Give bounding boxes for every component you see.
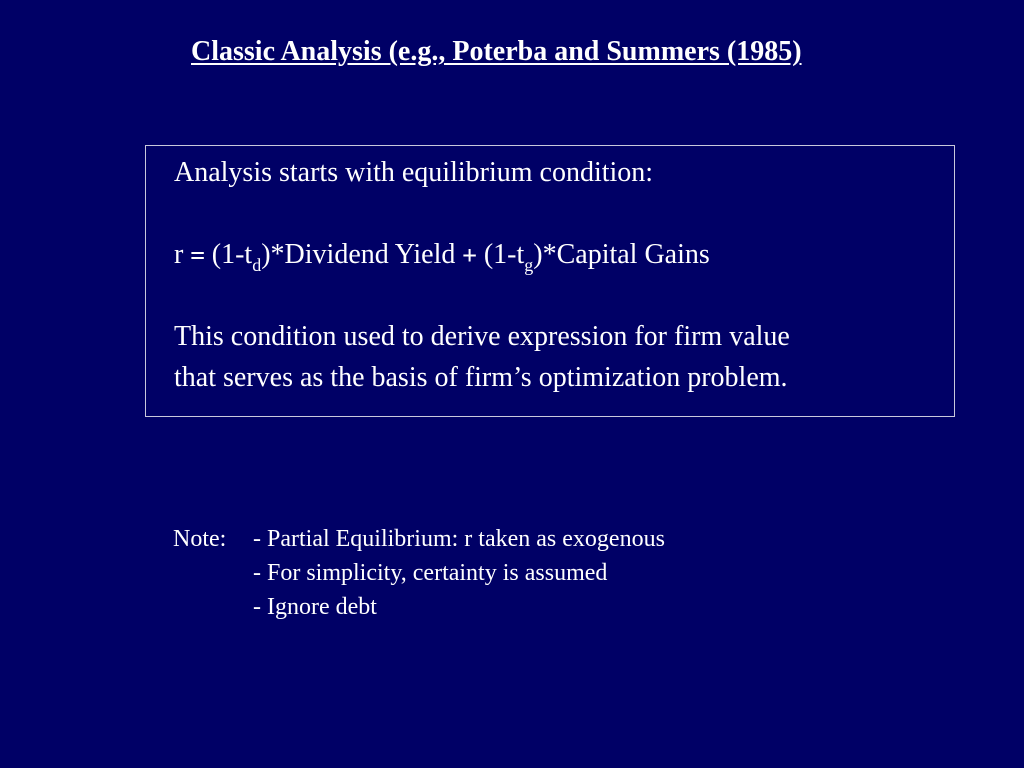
box-description-line2: that serves as the basis of firm’s optimization problem. <box>174 362 788 393</box>
note-item: - For simplicity, certainty is assumed <box>253 560 608 586</box>
note-row <box>173 590 665 624</box>
note-row <box>173 522 665 556</box>
term1-prefix: (1-t <box>211 239 253 270</box>
term1-suffix: )*Dividend Yield <box>261 239 456 270</box>
equilibrium-box <box>145 145 955 417</box>
term1-subscript: d <box>252 255 262 275</box>
box-description-line1: This condition used to derive expression for firm value <box>174 321 790 352</box>
equation-lhs: r <box>174 239 184 270</box>
equilibrium-equation <box>174 239 710 273</box>
term2-subscript: g <box>524 255 534 275</box>
equals-sign: = <box>190 241 205 269</box>
slide-title: Classic Analysis (e.g., Poterba and Summers (1985) <box>191 36 802 67</box>
note-item: - Partial Equilibrium: r taken as exogenous <box>253 526 665 552</box>
plus-sign: + <box>462 241 477 269</box>
note-label: Note: <box>173 526 227 552</box>
term2-prefix: (1-t <box>483 239 525 270</box>
box-intro-text: Analysis starts with equilibrium condition: <box>174 157 654 188</box>
note-row <box>173 556 665 590</box>
note-item: - Ignore debt <box>253 594 377 620</box>
term2-suffix: )*Capital Gains <box>533 239 710 270</box>
note-block <box>173 522 665 624</box>
